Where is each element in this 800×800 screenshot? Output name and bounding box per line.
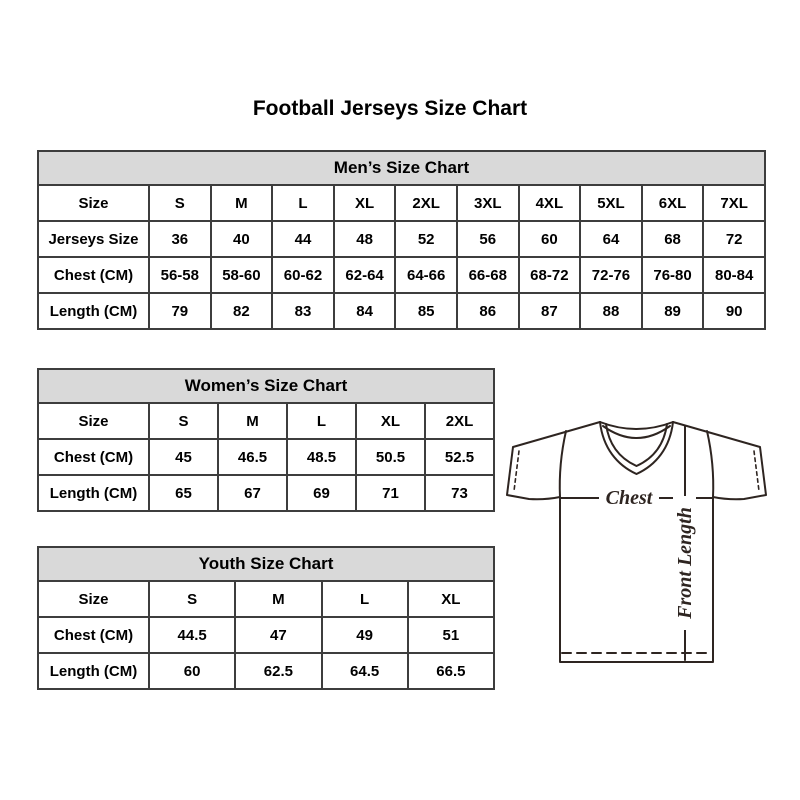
jersey-illustration (503, 413, 773, 668)
value-cell: 7XL (703, 185, 765, 221)
table-row (38, 475, 494, 511)
value-cell: 72 (703, 221, 765, 257)
row-label-cell: Chest (CM) (38, 439, 149, 475)
value-cell: 2XL (395, 185, 457, 221)
chest-label: Chest (605, 487, 653, 509)
value-cell: 44 (272, 221, 334, 257)
value-cell: 3XL (457, 185, 519, 221)
value-cell: 46.5 (218, 439, 287, 475)
value-cell: 56-58 (149, 257, 211, 293)
value-cell: L (272, 185, 334, 221)
row-label-cell: Chest (CM) (38, 257, 149, 293)
value-cell: M (211, 185, 273, 221)
value-cell: 48.5 (287, 439, 356, 475)
value-cell: L (322, 581, 408, 617)
table-row (38, 581, 494, 617)
value-cell: 65 (149, 475, 218, 511)
value-cell: 71 (356, 475, 425, 511)
value-cell: XL (334, 185, 396, 221)
jersey-left-armhole-seam (560, 431, 566, 497)
womens-size-table (37, 368, 495, 512)
row-label-cell: Length (CM) (38, 293, 149, 329)
row-label-cell: Size (38, 185, 149, 221)
value-cell: M (218, 403, 287, 439)
value-cell: 84 (334, 293, 396, 329)
table-row (38, 403, 494, 439)
value-cell: L (287, 403, 356, 439)
value-cell: 5XL (580, 185, 642, 221)
jersey-right-cuff-seam (754, 451, 759, 491)
jersey-measurement-diagram (503, 413, 773, 668)
jersey-left-cuff-seam (514, 451, 519, 491)
youth-size-table (37, 546, 495, 690)
value-cell: XL (356, 403, 425, 439)
jersey-right-sleeve (673, 422, 766, 499)
value-cell: 36 (149, 221, 211, 257)
value-cell: 44.5 (149, 617, 235, 653)
value-cell: 56 (457, 221, 519, 257)
table-row (38, 439, 494, 475)
jersey-collar-back-arc (600, 422, 673, 429)
value-cell: 60-62 (272, 257, 334, 293)
value-cell: 62-64 (334, 257, 396, 293)
value-cell: 82 (211, 293, 273, 329)
value-cell: 47 (235, 617, 321, 653)
row-label-cell: Length (CM) (38, 475, 149, 511)
value-cell: 83 (272, 293, 334, 329)
value-cell: S (149, 581, 235, 617)
value-cell: 66.5 (408, 653, 494, 689)
value-cell: 52.5 (425, 439, 494, 475)
value-cell: 79 (149, 293, 211, 329)
value-cell: 48 (334, 221, 396, 257)
value-cell: S (149, 185, 211, 221)
value-cell: 60 (519, 221, 581, 257)
value-cell: 51 (408, 617, 494, 653)
value-cell: 76-80 (642, 257, 704, 293)
value-cell: 69 (287, 475, 356, 511)
value-cell: 58-60 (211, 257, 273, 293)
value-cell: 64-66 (395, 257, 457, 293)
value-cell: 4XL (519, 185, 581, 221)
value-cell: 68-72 (519, 257, 581, 293)
row-label-cell: Length (CM) (38, 653, 149, 689)
table-row (38, 293, 765, 329)
value-cell: S (149, 403, 218, 439)
value-cell: 45 (149, 439, 218, 475)
table-row (38, 221, 765, 257)
value-cell: 67 (218, 475, 287, 511)
table-row (38, 257, 765, 293)
table-row (38, 653, 494, 689)
value-cell: 49 (322, 617, 408, 653)
value-cell: 89 (642, 293, 704, 329)
value-cell: 64.5 (322, 653, 408, 689)
value-cell: 40 (211, 221, 273, 257)
value-cell: 52 (395, 221, 457, 257)
jersey-right-armhole-seam (707, 431, 713, 497)
mens-table-title: Men’s Size Chart (38, 151, 765, 185)
value-cell: 86 (457, 293, 519, 329)
value-cell: 80-84 (703, 257, 765, 293)
value-cell: 87 (519, 293, 581, 329)
table-row (38, 617, 494, 653)
value-cell: 62.5 (235, 653, 321, 689)
value-cell: 73 (425, 475, 494, 511)
value-cell: XL (408, 581, 494, 617)
row-label-cell: Size (38, 403, 149, 439)
value-cell: 72-76 (580, 257, 642, 293)
value-cell: 50.5 (356, 439, 425, 475)
jersey-collar-inner-arc (603, 426, 670, 438)
row-label-cell: Size (38, 581, 149, 617)
youth-table-title: Youth Size Chart (38, 547, 494, 581)
value-cell: 68 (642, 221, 704, 257)
value-cell: 88 (580, 293, 642, 329)
value-cell: 64 (580, 221, 642, 257)
row-label-cell: Jerseys Size (38, 221, 149, 257)
table-row (38, 185, 765, 221)
value-cell: 60 (149, 653, 235, 689)
value-cell: 6XL (642, 185, 704, 221)
row-label-cell: Chest (CM) (38, 617, 149, 653)
value-cell: 90 (703, 293, 765, 329)
page-title: Football Jerseys Size Chart (252, 97, 528, 120)
mens-size-table (37, 150, 766, 330)
value-cell: 2XL (425, 403, 494, 439)
value-cell: 85 (395, 293, 457, 329)
jersey-left-sleeve (507, 422, 600, 499)
value-cell: M (235, 581, 321, 617)
front-length-label: Front Length (674, 507, 696, 619)
value-cell: 66-68 (457, 257, 519, 293)
womens-table-title: Women’s Size Chart (38, 369, 494, 403)
